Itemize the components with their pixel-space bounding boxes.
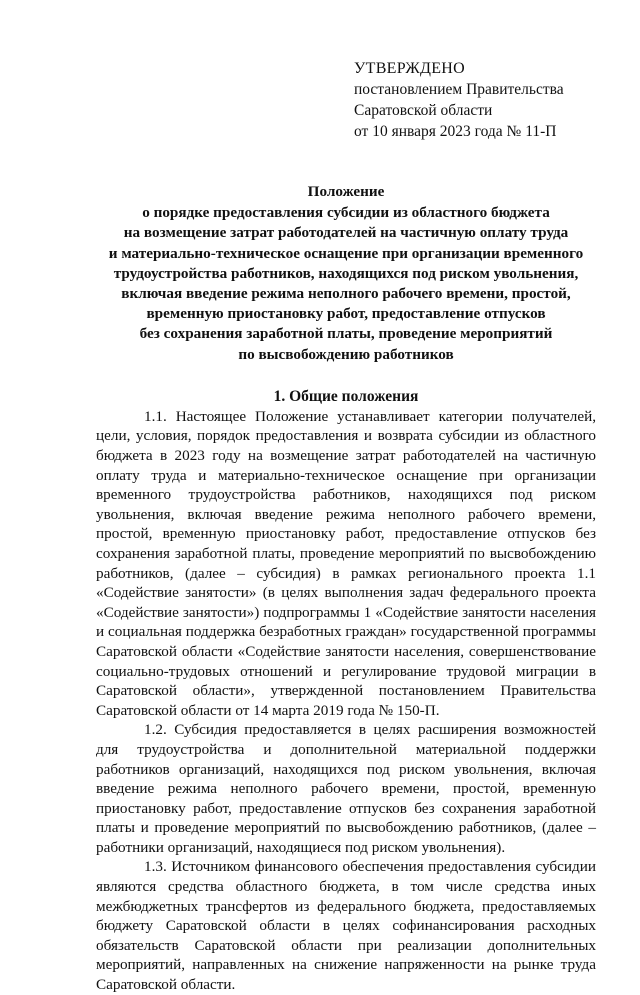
approval-line-2: Саратовской области <box>354 102 493 119</box>
title-line: и материально-техническое оснащение при организации временного <box>108 244 584 262</box>
approval-line-1: постановлением Правительства <box>354 81 564 98</box>
title-line: трудоустройства работников, находящихся под риском увольнения, <box>113 264 579 282</box>
section-heading: 1. Общие положения <box>273 387 419 405</box>
title-line: включая введение режима неполного рабочего времени, простой, <box>121 285 571 303</box>
title-line: временную приостановку работ, предоставление отпусков <box>146 305 546 323</box>
approval-block <box>354 58 596 142</box>
paragraph-1-1: 1.1. Настоящее Положение устанавливает категории получателей, цели, условия, порядок предоставления и возврата субсидии из областного бюджета в 2023 году на возмещение затрат работодателей на частичную оплату труда и материально-техническое оснащение при организации временного трудоустройства работников, находящихся под риском увольнения, включая введение режима неполного рабочего времени, простой, временную приостановку работ, предоставление отпусков без сохранения заработной платы, проведение мероприятий по высвобождению работников, (далее – субсидия) в рамках регионального проекта 1.1 «Содействие занятости» (в целях выполнения задач федерального проекта «Содействие занятости») подпрограммы 1 «Содействие занятости населения и социальная поддержка безработных граждан» государственной программы Саратовской области «Содействие занятости населения, совершенствование социально-трудовых отношений и регулирование трудовой миграции в Саратовской области», утвержденной постановлением Правительства Саратовской области от 14 марта 2019 года № 150-П. <box>96 407 596 719</box>
title-line: по высвобождению работников <box>238 345 454 363</box>
approval-stamp: УТВЕРЖДЕНО <box>354 60 466 77</box>
paragraph-1-2: 1.2. Субсидия предоставляется в целях расширения возможностей для трудоустройства и дополнительной материальной поддержки работников организаций, находящихся под риском увольнения, включая введение режима неполного рабочего времени, простой, временную приостановку работ, предоставление отпусков без сохранения заработной платы и проведение мероприятий по высвобождению работников, (далее – работники организаций, находящиеся под риском увольнения). <box>96 721 596 856</box>
title-line: без сохранения заработной платы, проведение мероприятий <box>139 325 553 343</box>
document-title <box>96 182 596 365</box>
paragraph-1-3: 1.3. Источником финансового обеспечения предоставления субсидии являются средства областного бюджета, в том числе средства иных межбюджетных трансфертов из федерального бюджета, предоставляемых бюджету Саратовской области в целях софинансирования расходных обязательств Саратовской области при реализации дополнительных мероприятий, направленных на снижение напряженности на рынке труда Саратовской области. <box>96 858 596 994</box>
title-line: о порядке предоставления субсидии из областного бюджета <box>142 204 550 222</box>
approval-line-3: от 10 января 2023 года № 11-П <box>354 123 557 140</box>
title-main: Положение <box>307 183 385 200</box>
title-line: на возмещение затрат работодателей на частичную оплату труда <box>123 224 569 242</box>
